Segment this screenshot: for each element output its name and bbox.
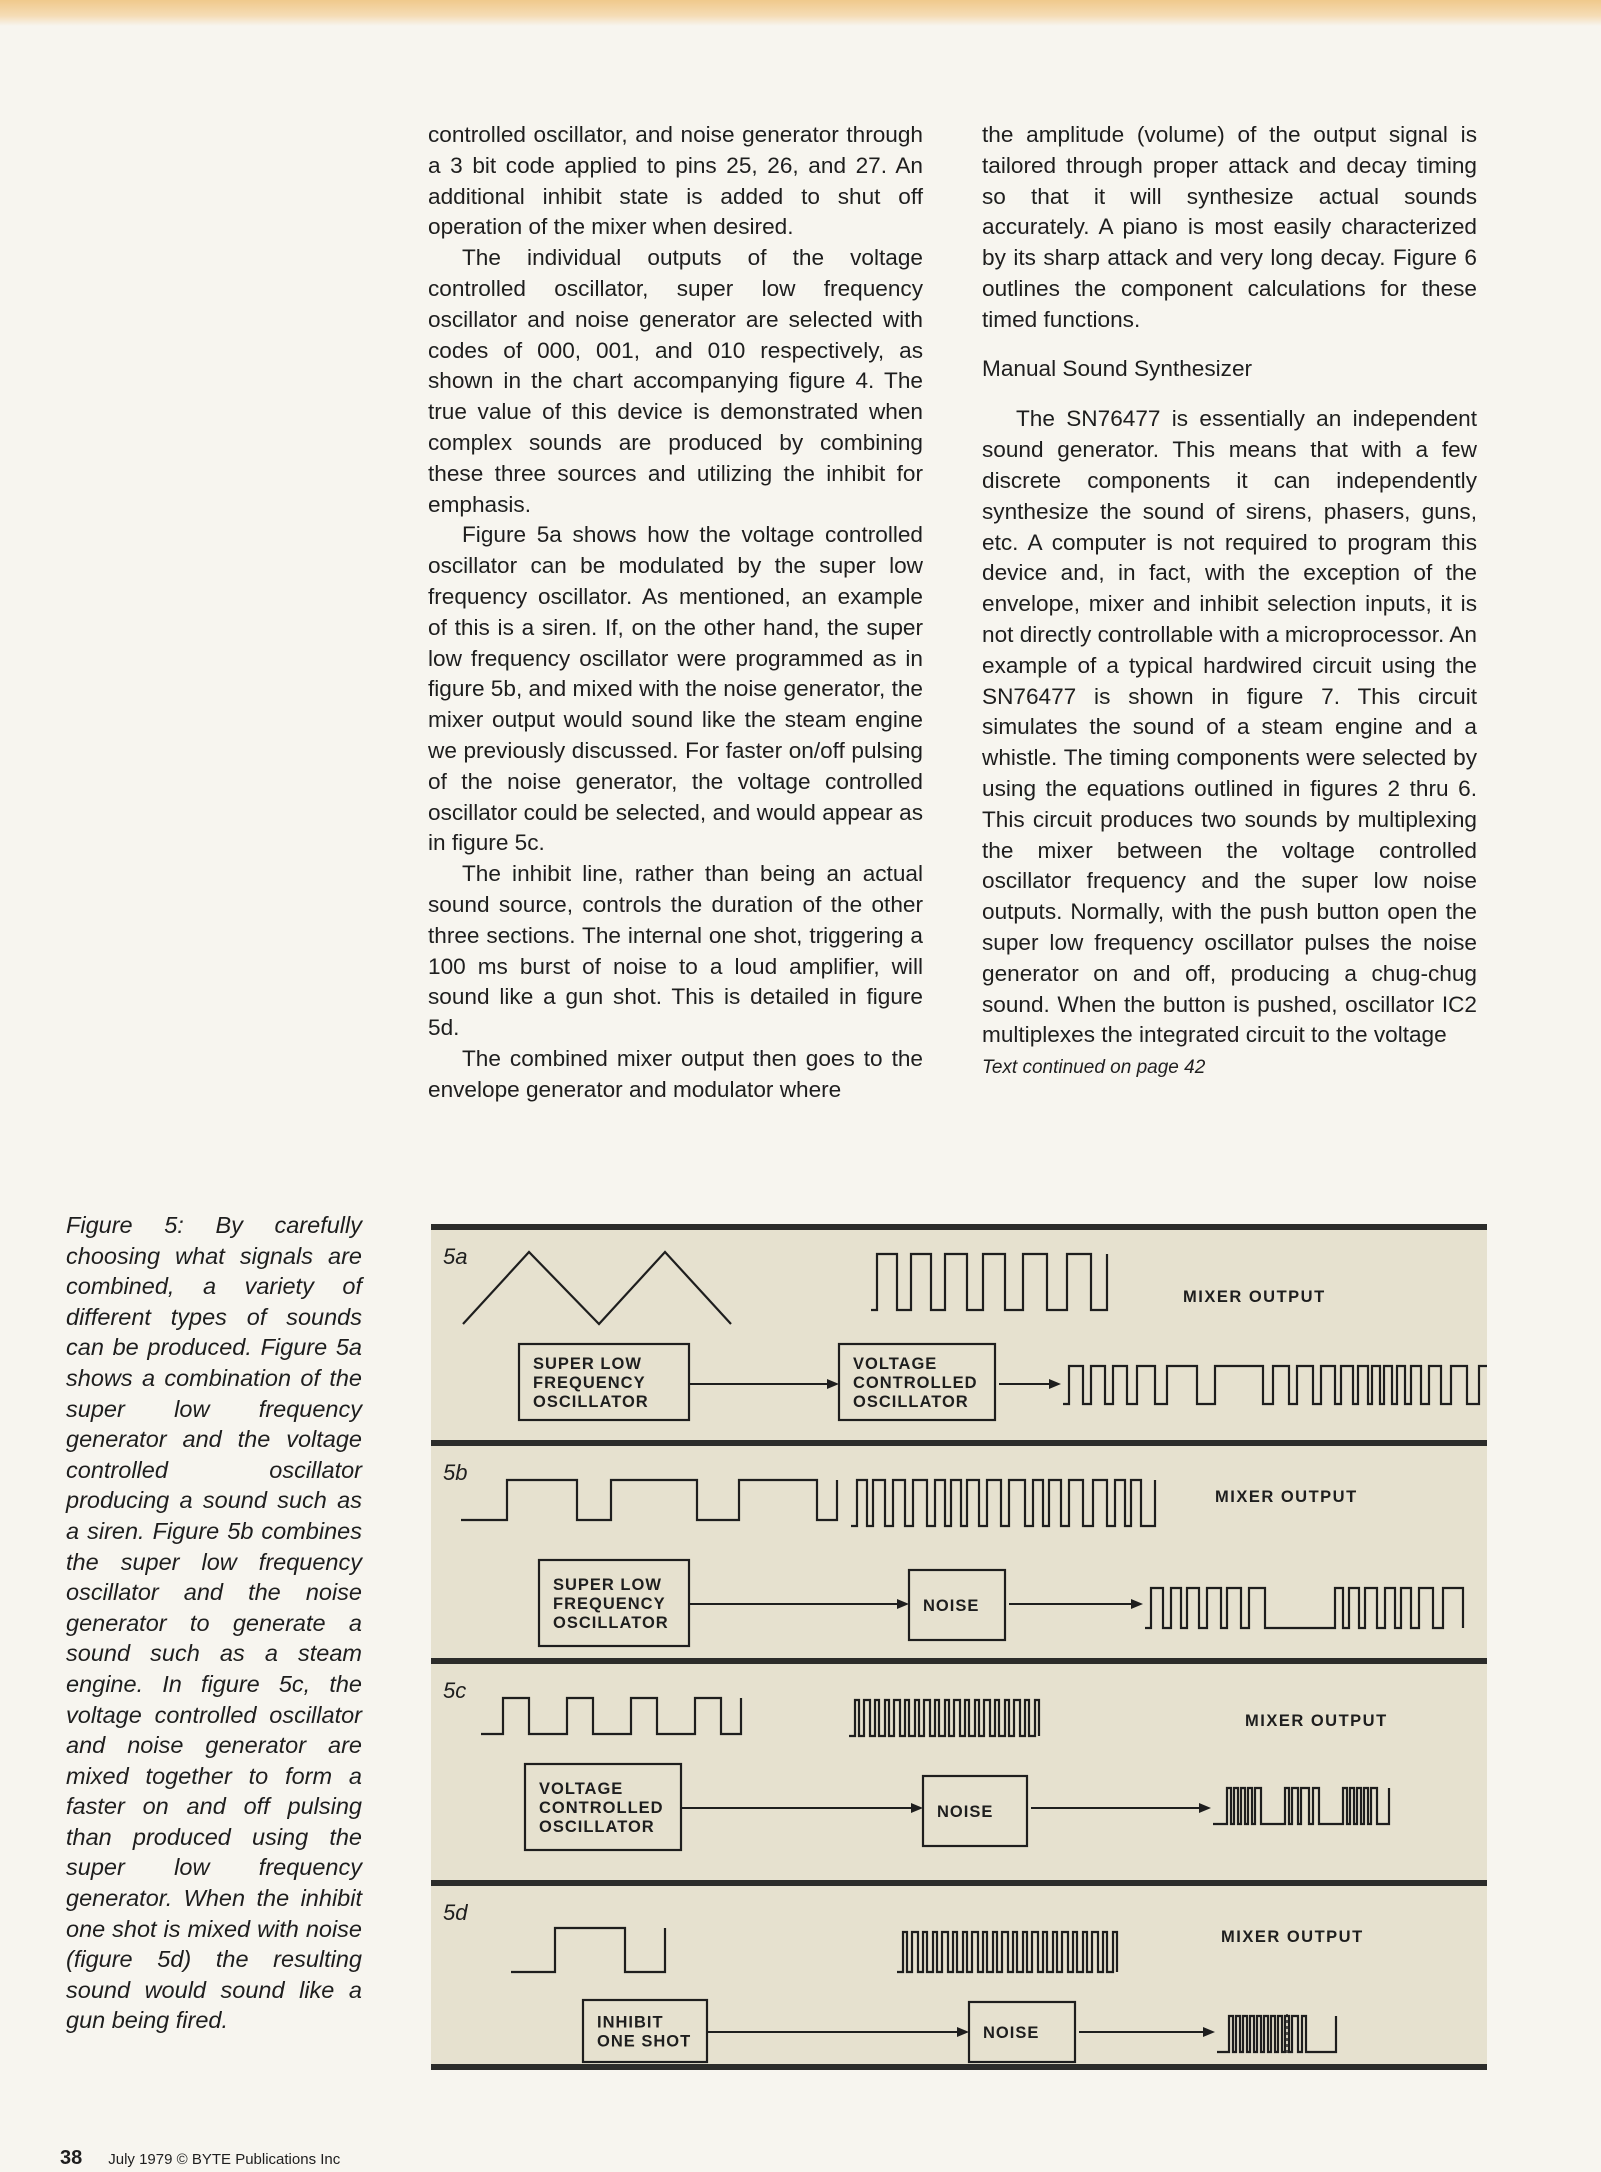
- source-box-label: ONE SHOT: [597, 2032, 692, 2051]
- arrow-head-icon: [911, 1803, 923, 1813]
- arrow-head-icon: [1049, 1379, 1061, 1389]
- arrow-head-icon: [897, 1599, 909, 1609]
- noise-wave: [851, 1480, 1155, 1526]
- source-box-label: SUPER LOW: [533, 1355, 642, 1373]
- square-wave: [871, 1254, 1107, 1310]
- page-number: 38: [60, 2147, 83, 2169]
- arrow-head-icon: [1131, 1599, 1143, 1609]
- target-box-label: NOISE: [923, 1597, 980, 1615]
- arrow-head-icon: [1203, 2027, 1215, 2037]
- target-box-label: NOISE: [937, 1803, 994, 1821]
- section-heading: Manual Sound Synthesizer: [982, 355, 1253, 381]
- panel-divider: [431, 2064, 1487, 2070]
- source-box-label: OSCILLATOR: [533, 1393, 649, 1411]
- panel-divider: [431, 1440, 1487, 1446]
- mixer-output-label: MIXER OUTPUT: [1183, 1288, 1326, 1306]
- paragraph: The combined mixer output then goes to the envelope generator and modulator where: [428, 1045, 923, 1102]
- panel-label-5a: 5a: [443, 1244, 468, 1269]
- figure-5-diagram: [431, 1224, 1487, 2070]
- panel-label-5c: 5c: [443, 1678, 467, 1703]
- arrow-head-icon: [957, 2027, 969, 2037]
- panel-divider: [431, 1658, 1487, 1664]
- mixer-output-label: MIXER OUTPUT: [1215, 1488, 1358, 1506]
- mixer-output-label: MIXER OUTPUT: [1245, 1712, 1388, 1730]
- noise-wave: [897, 1932, 1117, 1972]
- source-box-label: FREQUENCY: [553, 1595, 666, 1613]
- paragraph: The individual outputs of the voltage controlled oscillator, super low frequency oscillator and noise generator are selected with codes of 000, 001, and 010 respectively, as shown in the chart accompanying figure 4. The true value of this device is demonstrated when complex sounds are produced by combining these three sources and utilizing the inhibit for emphasis.: [428, 245, 923, 517]
- source-box-label: OSCILLATOR: [539, 1818, 655, 1836]
- text-column-right: [982, 120, 1477, 1084]
- source-box-label: FREQUENCY: [533, 1374, 646, 1392]
- figure-5: [431, 1224, 1487, 2070]
- mixer-output-wave: [1217, 2016, 1336, 2052]
- square-wave: [511, 1928, 665, 1972]
- panel-label-5b: 5b: [443, 1460, 468, 1485]
- noise-wave: [849, 1700, 1039, 1736]
- source-box-label: VOLTAGE: [539, 1780, 624, 1798]
- triangle-wave: [463, 1252, 731, 1324]
- paragraph: controlled oscillator, and noise generator through a 3 bit code applied to pins 25, 26, and 27. An additional inhibit state is added to shut off operation of the mixer when desired.: [428, 122, 923, 240]
- mixer-output-label: MIXER OUTPUT: [1221, 1928, 1364, 1946]
- source-box-label: OSCILLATOR: [553, 1614, 669, 1632]
- mixer-output-wave: [1063, 1366, 1487, 1404]
- square-wave: [481, 1698, 741, 1734]
- paragraph: the amplitude (volume) of the output signal is tailored through proper attack and decay timing so that it will synthesize actual sounds accurately. A piano is most easily characterized by its sharp attack and very long decay. Figure 6 outlines the component calculations for these timed functions.: [982, 122, 1477, 332]
- target-box-label: NOISE: [983, 2024, 1040, 2042]
- source-box-label: INHIBIT: [597, 2013, 664, 2032]
- mixer-output-wave: [1145, 1588, 1463, 1628]
- arrow-head-icon: [827, 1379, 839, 1389]
- panel-label-5d: 5d: [443, 1900, 468, 1925]
- source-box-label: SUPER LOW: [553, 1576, 662, 1594]
- panel-divider: [431, 1224, 1487, 1230]
- paragraph: The inhibit line, rather than being an actual sound source, controls the duration of the other three sections. The internal one shot, triggering a 100 ms burst of noise to a loud amplifier, will sound like a gun shot. This is detailed in figure 5d.: [428, 861, 923, 1041]
- figure-caption: Figure 5: By carefully choosing what signals are combined, a variety of different types of sounds can be produced. Figure 5a shows a combination of the super low frequency generator and the voltage controlled oscillator producing a sound such as a siren. Figure 5b combines the super low frequency oscillator and the noise generator to generate a sound such as a steam engine. In figure 5c, the voltage controlled oscillator and noise generator are mixed together to form a faster on and off pulsing than produced using the super low frequency generator. When the inhibit one shot is mixed with noise (figure 5d) the resulting sound would sound like a gun being fired.: [66, 1212, 362, 2034]
- text-column-left: [428, 120, 923, 1106]
- footer-credit: July 1979 © BYTE Publications Inc: [108, 2151, 341, 2168]
- panel-divider: [431, 1880, 1487, 1886]
- target-box-label: OSCILLATOR: [853, 1393, 969, 1411]
- page-footer: [60, 2146, 340, 2170]
- continued-note: Text continued on page 42: [982, 1057, 1206, 1079]
- paragraph: Figure 5a shows how the voltage controlled oscillator can be modulated by the super low frequency oscillator. As mentioned, an example of this is a siren. If, on the other hand, the super low frequency oscillator were programmed as in figure 5b, and mixed with the noise generator, the mixer output would sound like the steam engine we previously discussed. For faster on/off pulsing of the noise generator, the voltage controlled oscillator could be selected, and would appear as in figure 5c.: [428, 522, 923, 856]
- arrow-head-icon: [1199, 1803, 1211, 1813]
- mixer-output-wave: [1213, 1788, 1389, 1824]
- target-box-label: CONTROLLED: [853, 1374, 978, 1392]
- source-box-label: CONTROLLED: [539, 1799, 664, 1817]
- paragraph: The SN76477 is essentially an independent sound generator. This means that with a few discrete components it can independently synthesize the sound of sirens, phasers, guns, etc. A computer is not required to program this device and, in fact, with the exception of the envelope, mixer and inhibit selection inputs, it is not directly controllable with a microprocessor. An example of a typical hardwired circuit using the SN76477 is shown in figure 7. This circuit simulates the sound of a steam engine and a whistle. The timing components were selected by using the equations outlined in figures 2 thru 6. This circuit produces two sounds by multiplexing the mixer between the voltage controlled oscillator frequency and the super low noise outputs. Normally, with the push button open the super low frequency oscillator pulses the noise generator on and off, producing a chug-chug sound. When the button is pushed, oscillator IC2 multiplexes the integrated circuit to the voltage: [982, 406, 1477, 1048]
- top-color-band: [0, 0, 1601, 26]
- square-wave: [461, 1480, 837, 1520]
- target-box-label: VOLTAGE: [853, 1355, 938, 1373]
